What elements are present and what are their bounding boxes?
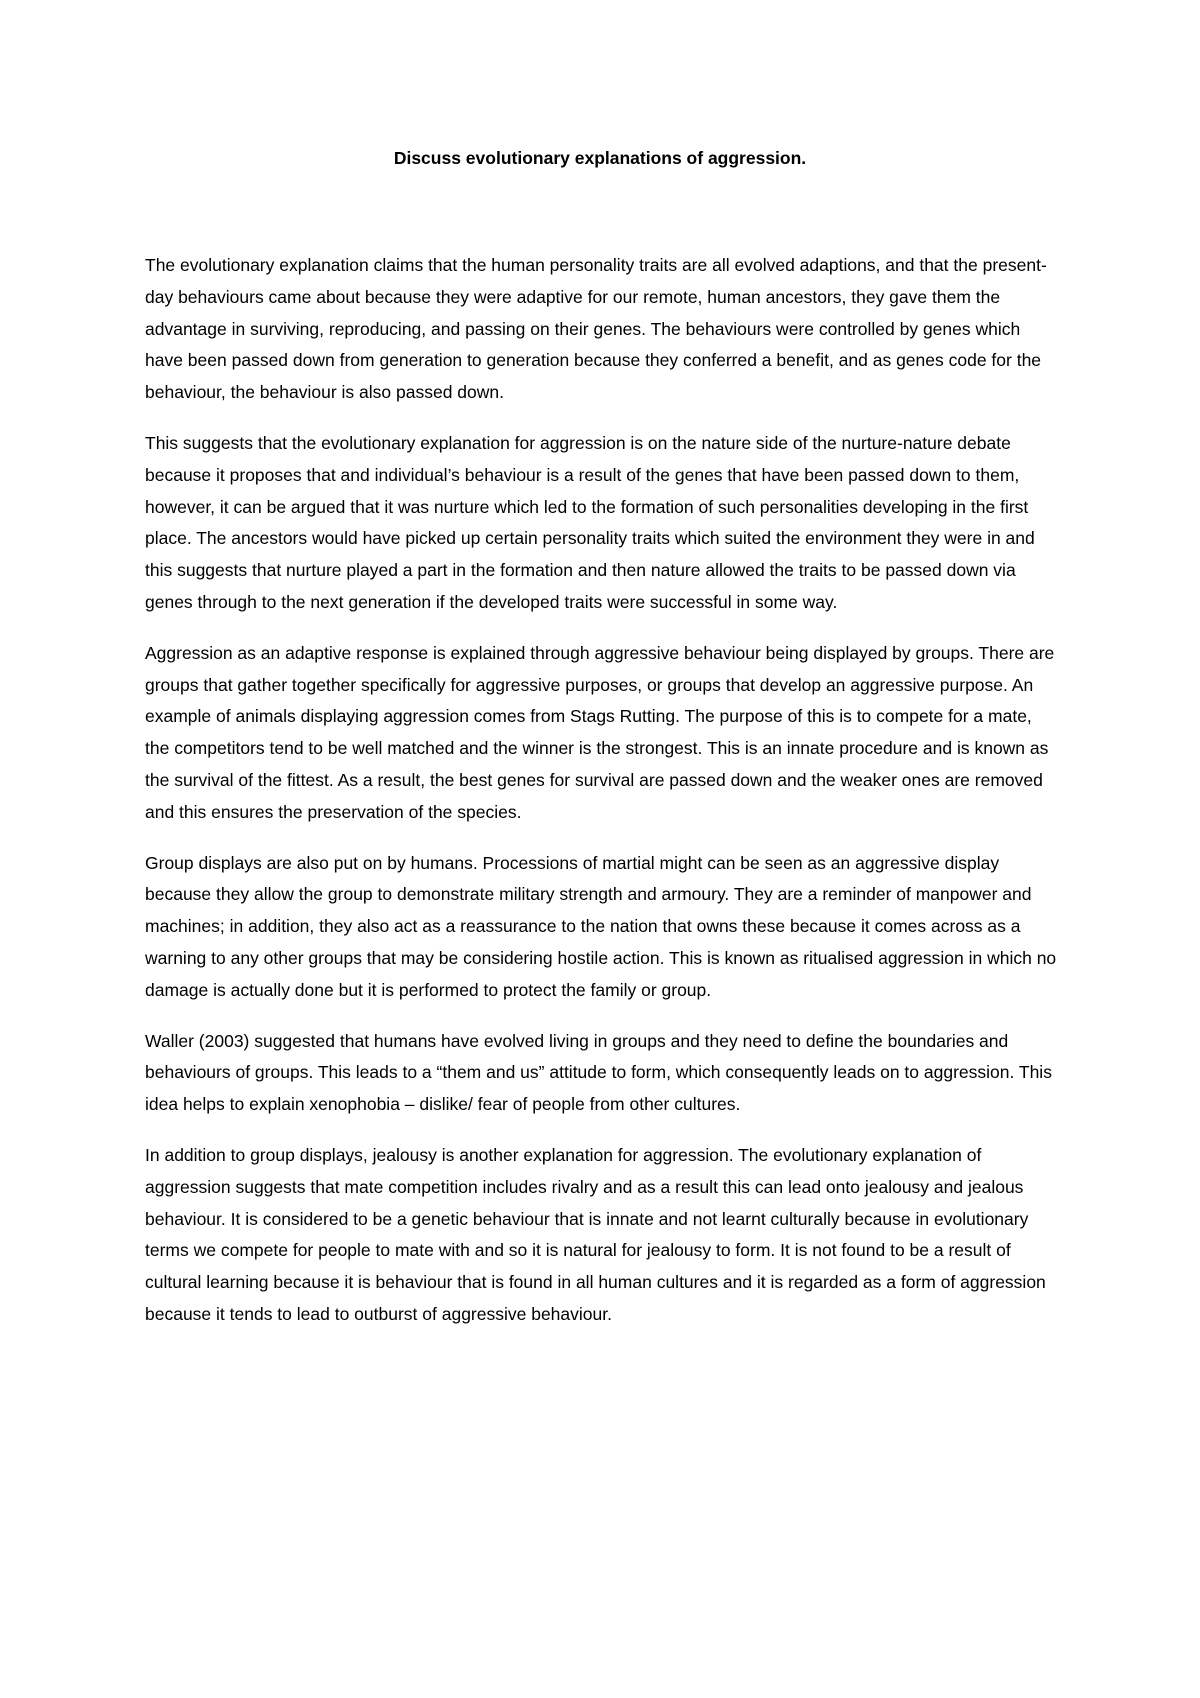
paragraph-6: In addition to group displays, jealousy is another explanation for aggression. The evolutionary explanation of aggression suggests that mate competition includes rivalry and as a result this can lead onto jealousy and jealous behaviour. It is considered to be a genetic behaviour that is innate and not learnt culturally because in evolutionary terms we compete for people to mate with and so it is natural for jealousy to form. It is not found to be a result of cultural learning because it is behaviour that is found in all human cultures and it is regarded as a form of aggression because it tends to lead to outburst of aggressive behaviour. xyxy=(145,1144,1046,1324)
paragraph-2: This suggests that the evolutionary explanation for aggression is on the nature side of the nurture-nature debate because it proposes that and individual’s behaviour is a result of the genes that have been passed down to them, however, it can be argued that it was nurture which led to the formation of such personalities developing in the first place. The ancestors would have picked up certain personality traits which suited the environment they were in and this suggests that nurture played a part in the formation and then nature allowed the traits to be passed down via genes through to the next generation if the developed traits were successful in some way. xyxy=(145,432,1035,612)
paragraph-1: The evolutionary explanation claims that the human personality traits are all evolved adaptions, and that the present-day behaviours came about because they were adaptive for our remote, human ancestors, they gave them the advantage in surviving, reproducing, and passing on their genes. The behaviours were controlled by genes which have been passed down from generation to generation because they conferred a benefit, and as genes code for the behaviour, the behaviour is also passed down. xyxy=(145,255,1047,403)
paragraph-4: Group displays are also put on by humans. Processions of martial might can be seen as an aggressive display because they allow the group to demonstrate military strength and armoury. They are a reminder of manpower and machines; in addition, they also act as a reassurance to the nation that owns these because it comes across as a warning to any other groups that may be considering hostile action. This is known as ritualised aggression in which no damage is actually done but it is performed to protect the family or group. xyxy=(145,852,1057,1000)
document-title: Discuss evolutionary explanations of aggression. xyxy=(393,148,807,168)
paragraph-5: Waller (2003) suggested that humans have evolved living in groups and they need to define the boundaries and behaviours of groups. This leads to a “them and us” attitude to form, which consequently leads on to aggression. This idea helps to explain xenophobia – dislike/ fear of people from other cultures. xyxy=(145,1030,1052,1115)
document-body xyxy=(145,250,1060,1350)
paragraph-3: Aggression as an adaptive response is explained through aggressive behaviour being displayed by groups. There are groups that gather together specifically for aggressive purposes, or groups that develop an aggressive purpose. An example of animals displaying aggression comes from Stags Rutting. The purpose of this is to compete for a mate, the competitors tend to be well matched and the winner is the strongest. This is an innate procedure and is known as the survival of the fittest. As a result, the best genes for survival are passed down and the weaker ones are removed and this ensures the preservation of the species. xyxy=(145,642,1055,822)
